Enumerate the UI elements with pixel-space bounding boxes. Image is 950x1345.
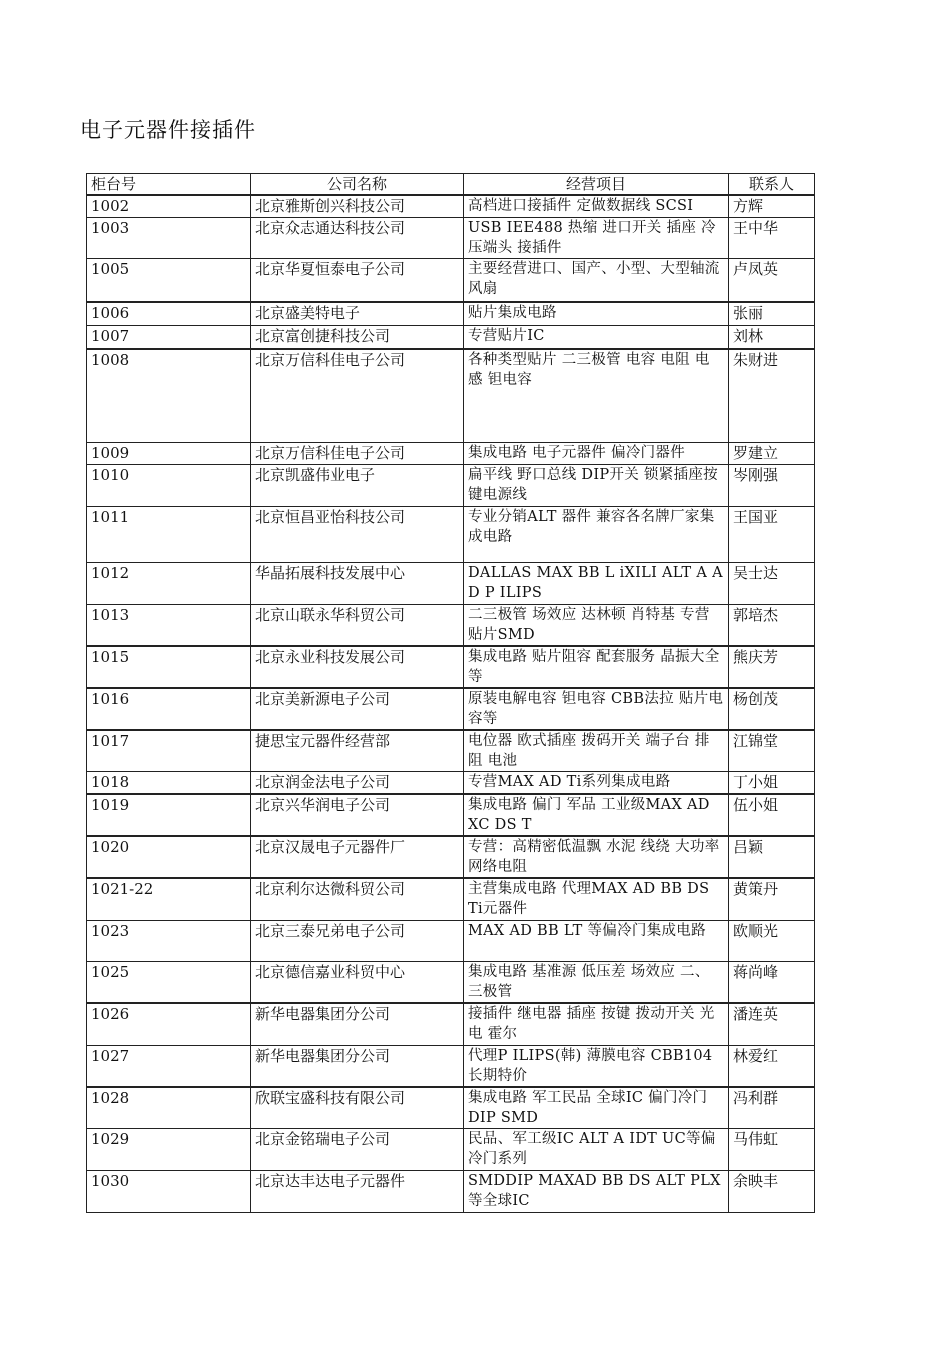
- header-business: 经营项目: [464, 174, 729, 196]
- company-name-cell: 北京华夏恒泰电子公司: [251, 258, 464, 302]
- business-scope-cell: 二三极管 场效应 达林顿 肖特基 专营贴片SMD: [464, 604, 729, 646]
- contact-person-cell: 吕颖: [729, 836, 815, 878]
- counter-no-cell: 1002: [87, 195, 251, 217]
- contact-person-cell: 林爱红: [729, 1045, 815, 1087]
- business-scope-cell: 扁平线 野口总线 DIP开关 锁紧插座按键电源线: [464, 464, 729, 506]
- contact-person-cell: 黄策丹: [729, 878, 815, 920]
- company-name-cell: 北京盛美特电子: [251, 302, 464, 325]
- company-name-cell: 北京美新源电子公司: [251, 688, 464, 730]
- contact-person-cell: 杨创茂: [729, 688, 815, 730]
- table-row: [87, 730, 815, 772]
- counter-no-cell: 1008: [87, 349, 251, 442]
- counter-no-cell: 1011: [87, 506, 251, 562]
- table-row: [87, 217, 815, 258]
- counter-no-cell: 1025: [87, 961, 251, 1003]
- company-table: [86, 173, 815, 1213]
- counter-no-cell: 1005: [87, 258, 251, 302]
- counter-no-cell: 1018: [87, 771, 251, 794]
- counter-no-cell: 1029: [87, 1129, 251, 1171]
- company-name-cell: 北京利尔达微科贸公司: [251, 878, 464, 920]
- business-scope-cell: 专业分销ALT 器件 兼容各名牌厂家集成电路: [464, 506, 729, 562]
- counter-no-cell: 1030: [87, 1171, 251, 1213]
- business-scope-cell: 原装电解电容 钽电容 CBB法拉 贴片电容等: [464, 688, 729, 730]
- company-name-cell: 北京汉晟电子元器件厂: [251, 836, 464, 878]
- contact-person-cell: 罗建立: [729, 442, 815, 464]
- table-row: [87, 506, 815, 562]
- table-row: [87, 794, 815, 836]
- contact-person-cell: 伍小姐: [729, 794, 815, 836]
- business-scope-cell: 代理P ILIPS(韩) 薄膜电容 CBB104长期特价: [464, 1045, 729, 1087]
- business-scope-cell: 高档进口接插件 定做数据线 SCSI: [464, 195, 729, 217]
- table-row: [87, 442, 815, 464]
- counter-no-cell: 1020: [87, 836, 251, 878]
- table-row: [87, 349, 815, 442]
- contact-person-cell: 卢凤英: [729, 258, 815, 302]
- company-name-cell: 北京山联永华科贸公司: [251, 604, 464, 646]
- header-counter-no: 柜台号: [87, 174, 251, 196]
- company-name-cell: 北京富创捷科技公司: [251, 325, 464, 349]
- counter-no-cell: 1010: [87, 464, 251, 506]
- company-name-cell: 北京万信科佳电子公司: [251, 349, 464, 442]
- table-row: [87, 302, 815, 325]
- company-name-cell: 北京永业科技发展公司: [251, 646, 464, 688]
- counter-no-cell: 1027: [87, 1045, 251, 1087]
- counter-no-cell: 1028: [87, 1087, 251, 1129]
- contact-person-cell: 刘林: [729, 325, 815, 349]
- contact-person-cell: 欧顺光: [729, 920, 815, 961]
- counter-no-cell: 1016: [87, 688, 251, 730]
- contact-person-cell: 方辉: [729, 195, 815, 217]
- counter-no-cell: 1006: [87, 302, 251, 325]
- counter-no-cell: 1007: [87, 325, 251, 349]
- counter-no-cell: 1026: [87, 1003, 251, 1045]
- company-name-cell: 北京达丰达电子元器件: [251, 1171, 464, 1213]
- business-scope-cell: 民品、军工级IC ALT A IDT UC等偏冷门系列: [464, 1129, 729, 1171]
- table-row: [87, 464, 815, 506]
- business-scope-cell: 集成电路 电子元器件 偏冷门器件: [464, 442, 729, 464]
- table-row: [87, 771, 815, 794]
- business-scope-cell: 集成电路 贴片阻容 配套服务 晶振大全等: [464, 646, 729, 688]
- table-row: [87, 258, 815, 302]
- counter-no-cell: 1021-22: [87, 878, 251, 920]
- contact-person-cell: 冯利群: [729, 1087, 815, 1129]
- company-name-cell: 新华电器集团分公司: [251, 1003, 464, 1045]
- business-scope-cell: 专营MAX AD Ti系列集成电路: [464, 771, 729, 794]
- header-company: 公司名称: [251, 174, 464, 196]
- business-scope-cell: MAX AD BB LT 等偏冷门集成电路: [464, 920, 729, 961]
- contact-person-cell: 潘连英: [729, 1003, 815, 1045]
- table-row: [87, 836, 815, 878]
- business-scope-cell: 接插件 继电器 插座 按键 拨动开关 光电 霍尔: [464, 1003, 729, 1045]
- business-scope-cell: 主营集成电路 代理MAX AD BB DS Ti元器件: [464, 878, 729, 920]
- contact-person-cell: 蒋尚峰: [729, 961, 815, 1003]
- contact-person-cell: 丁小姐: [729, 771, 815, 794]
- counter-no-cell: 1003: [87, 217, 251, 258]
- header-contact: 联系人: [729, 174, 815, 196]
- table-row: [87, 1045, 815, 1087]
- table-row: [87, 604, 815, 646]
- counter-no-cell: 1019: [87, 794, 251, 836]
- contact-person-cell: 江锦堂: [729, 730, 815, 772]
- page-title: 电子元器件接插件: [80, 118, 256, 142]
- business-scope-cell: 各种类型贴片 二三极管 电容 电阻 电感 钽电容: [464, 349, 729, 442]
- contact-person-cell: 张丽: [729, 302, 815, 325]
- contact-person-cell: 马伟虹: [729, 1129, 815, 1171]
- company-name-cell: 北京恒昌亚怡科技公司: [251, 506, 464, 562]
- company-name-cell: 北京三泰兄弟电子公司: [251, 920, 464, 961]
- contact-person-cell: 余映丰: [729, 1171, 815, 1213]
- business-scope-cell: 主要经营进口、国产、小型、大型轴流风扇: [464, 258, 729, 302]
- company-name-cell: 北京德信嘉业科贸中心: [251, 961, 464, 1003]
- counter-no-cell: 1013: [87, 604, 251, 646]
- business-scope-cell: 专营：高精密低温飘 水泥 线绕 大功率网络电阻: [464, 836, 729, 878]
- business-scope-cell: 专营贴片IC: [464, 325, 729, 349]
- company-name-cell: 北京兴华润电子公司: [251, 794, 464, 836]
- table-row: [87, 195, 815, 217]
- company-name-cell: 北京润金法电子公司: [251, 771, 464, 794]
- business-scope-cell: 电位器 欧式插座 拨码开关 端子台 排阻 电池: [464, 730, 729, 772]
- contact-person-cell: 吴士达: [729, 562, 815, 604]
- table-header-row: [87, 174, 815, 196]
- company-name-cell: 北京万信科佳电子公司: [251, 442, 464, 464]
- business-scope-cell: 集成电路 偏门 军品 工业级MAX AD XC DS T: [464, 794, 729, 836]
- contact-person-cell: 岑刚强: [729, 464, 815, 506]
- company-name-cell: 欣联宝盛科技有限公司: [251, 1087, 464, 1129]
- company-name-cell: 北京雅斯创兴科技公司: [251, 195, 464, 217]
- business-scope-cell: USB IEE488 热缩 进口开关 插座 冷压端头 接插件: [464, 217, 729, 258]
- table-row: [87, 325, 815, 349]
- counter-no-cell: 1023: [87, 920, 251, 961]
- counter-no-cell: 1015: [87, 646, 251, 688]
- table-row: [87, 688, 815, 730]
- business-scope-cell: 集成电路 军工民品 全球IC 偏门冷门 DIP SMD: [464, 1087, 729, 1129]
- table-row: [87, 1087, 815, 1129]
- business-scope-cell: 集成电路 基准源 低压差 场效应 二、三极管: [464, 961, 729, 1003]
- counter-no-cell: 1012: [87, 562, 251, 604]
- company-name-cell: 捷思宝元器件经营部: [251, 730, 464, 772]
- business-scope-cell: 贴片集成电路: [464, 302, 729, 325]
- contact-person-cell: 王中华: [729, 217, 815, 258]
- table-row: [87, 961, 815, 1003]
- company-name-cell: 新华电器集团分公司: [251, 1045, 464, 1087]
- table-row: [87, 562, 815, 604]
- table-row: [87, 878, 815, 920]
- company-name-cell: 北京凯盛伟业电子: [251, 464, 464, 506]
- contact-person-cell: 郭培杰: [729, 604, 815, 646]
- business-scope-cell: DALLAS MAX BB L iXILI ALT A AD P ILIPS: [464, 562, 729, 604]
- company-name-cell: 北京金铭瑞电子公司: [251, 1129, 464, 1171]
- contact-person-cell: 王国亚: [729, 506, 815, 562]
- counter-no-cell: 1017: [87, 730, 251, 772]
- contact-person-cell: 熊庆芳: [729, 646, 815, 688]
- table-row: [87, 646, 815, 688]
- table-row: [87, 1003, 815, 1045]
- table-row: [87, 920, 815, 961]
- company-name-cell: 华晶拓展科技发展中心: [251, 562, 464, 604]
- counter-no-cell: 1009: [87, 442, 251, 464]
- table-row: [87, 1129, 815, 1171]
- contact-person-cell: 朱财进: [729, 349, 815, 442]
- table-row: [87, 1171, 815, 1213]
- company-name-cell: 北京众志通达科技公司: [251, 217, 464, 258]
- business-scope-cell: SMDDIP MAXAD BB DS ALT PLX等全球IC: [464, 1171, 729, 1213]
